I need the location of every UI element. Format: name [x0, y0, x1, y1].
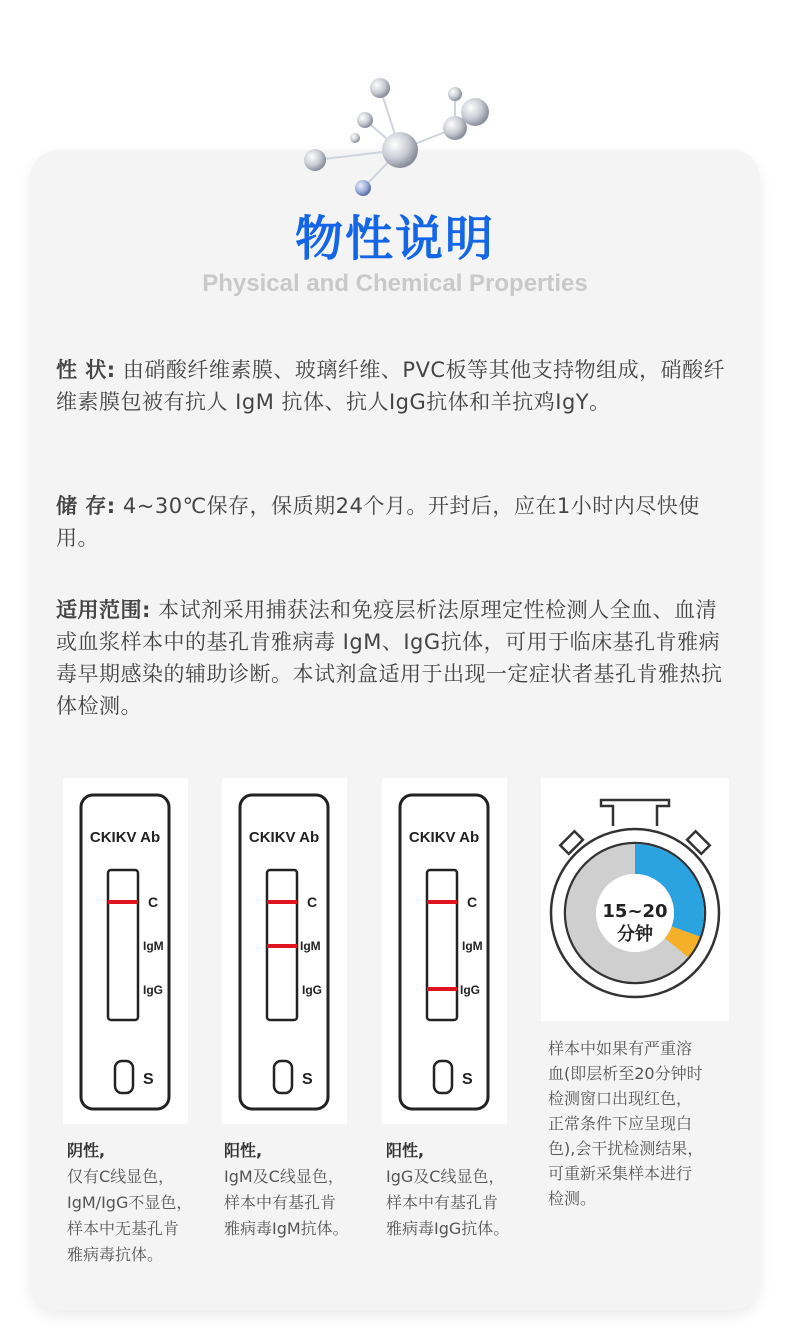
- molecule-decoration: [295, 70, 495, 200]
- sample-well: [434, 1061, 452, 1093]
- note-line: 血(即层析至20分钟时: [548, 1064, 703, 1083]
- caption-head: 阴性,: [67, 1141, 106, 1160]
- control-line: [267, 900, 297, 904]
- note-line: 样本中如果有严重溶: [548, 1039, 693, 1058]
- property-scope: [56, 594, 736, 722]
- cassette-name: CKIKV Ab: [408, 829, 480, 846]
- property-label: 性 状:: [56, 358, 116, 382]
- caption-line: 雅病毒IgM抗体。: [224, 1219, 349, 1238]
- property-label: 储 存:: [56, 494, 116, 518]
- property-label: 适用范围:: [56, 598, 151, 622]
- c-line-label: C: [467, 894, 478, 910]
- timer-panel: [541, 778, 729, 1021]
- property-appearance: [56, 354, 736, 418]
- c-line-label: C: [307, 894, 318, 910]
- stopwatch-icon: [541, 778, 729, 1021]
- caption-line: 样本中有基孔肯: [224, 1193, 337, 1212]
- sample-well: [274, 1061, 292, 1093]
- s-well-label: S: [302, 1071, 313, 1088]
- test-cassette-igg-positive: [382, 778, 507, 1124]
- property-text: 由硝酸纤维素膜、玻璃纤维、PVC板等其他支持物组成，硝酸纤维素膜包被有抗人 IgM 抗体、抗人IgG抗体和羊抗鸡IgY。: [56, 358, 726, 414]
- note-line: 可重新采集样本进行: [548, 1164, 693, 1183]
- cassette-name: CKIKV Ab: [248, 829, 320, 846]
- s-well-label: S: [143, 1071, 154, 1088]
- igm-line-label: IgM: [300, 939, 321, 953]
- caption-line: IgG及C线显色，: [386, 1167, 505, 1186]
- igm-line: [267, 944, 297, 948]
- caption-line: IgM及C线显色，: [224, 1167, 344, 1186]
- note-line: 检测窗口出现红色，: [548, 1089, 693, 1108]
- caption-head: 阳性,: [224, 1141, 263, 1160]
- test-cassette-igm-positive: [222, 778, 347, 1124]
- note-line: 检测。: [548, 1189, 597, 1208]
- sample-well: [115, 1061, 133, 1093]
- cassette-name: CKIKV Ab: [89, 829, 161, 846]
- timer-unit: 分钟: [617, 924, 653, 945]
- note-line: 色),会干扰检测结果，: [548, 1139, 704, 1158]
- caption-line: 仅有C线显色，: [67, 1167, 175, 1186]
- property-storage: [56, 490, 736, 554]
- igm-line-label: IgM: [462, 939, 483, 953]
- note-line: 正常条件下应呈现白: [548, 1114, 693, 1133]
- test-cassette-negative: [63, 778, 188, 1124]
- property-text: 4~30℃保存，保质期24个月。开封后，应在1小时内尽快使用。: [56, 494, 700, 550]
- igg-line: [427, 987, 457, 991]
- timer-range: 15~20: [602, 901, 668, 922]
- igg-line-label: IgG: [460, 983, 480, 997]
- igg-line-label: IgG: [302, 983, 322, 997]
- hemolysis-note: [548, 1036, 738, 1211]
- igg-line-label: IgG: [143, 983, 163, 997]
- s-well-label: S: [462, 1071, 473, 1088]
- control-line: [108, 900, 138, 904]
- caption-line: IgM/IgG不显色，: [67, 1193, 193, 1212]
- property-text: 本试剂采用捕获法和免疫层析法原理定性检测人全血、血清或血浆样本中的基孔肯雅病毒 IgM、IgG抗体，可用于临床基孔肯雅病毒早期感染的辅助诊断。本试剂盒适用于出现一定症状者基孔肯雅热抗体检测。: [56, 598, 723, 718]
- caption-line: 雅病毒IgG抗体。: [386, 1219, 510, 1238]
- c-line-label: C: [148, 894, 159, 910]
- control-line: [427, 900, 457, 904]
- caption-head: 阳性,: [386, 1141, 425, 1160]
- caption-igg-positive: [386, 1138, 536, 1242]
- caption-line: 雅病毒抗体。: [67, 1245, 164, 1264]
- caption-line: 样本中有基孔肯: [386, 1193, 499, 1212]
- page-subtitle: Physical and Chemical Properties: [202, 270, 588, 297]
- caption-negative: [67, 1138, 217, 1268]
- page-title: 物性说明: [294, 211, 495, 267]
- caption-igm-positive: [224, 1138, 374, 1242]
- caption-line: 样本中无基孔肯: [67, 1219, 180, 1238]
- igm-line-label: IgM: [143, 939, 164, 953]
